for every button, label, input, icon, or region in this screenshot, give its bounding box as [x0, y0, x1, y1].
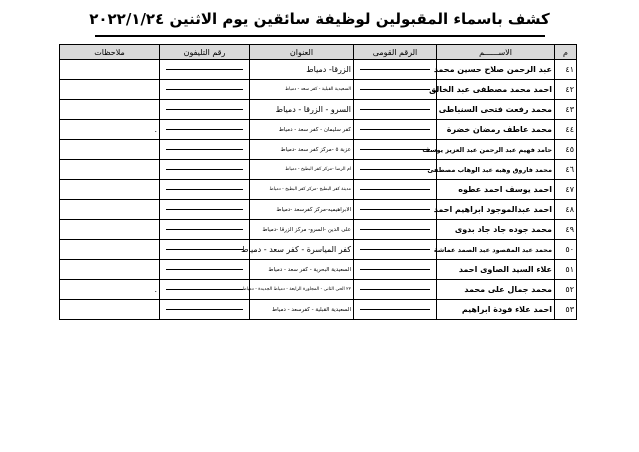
phone-mark: .	[154, 285, 157, 294]
national-id-cell	[354, 280, 437, 300]
table-row	[60, 220, 577, 240]
phone-cell	[160, 200, 250, 220]
phone-cell	[160, 120, 250, 140]
applicant-name: محمد عبد المقصود عبد الصمد عماشة	[437, 240, 555, 260]
address-cell: الابراهيميه-مركز كفرسعد -دمياط	[250, 200, 354, 220]
phone-cell	[160, 160, 250, 180]
national-id-cell	[354, 240, 437, 260]
phone-cell	[160, 100, 250, 120]
national-id-cell	[354, 80, 437, 100]
address-cell: السعيدية القبلية - كفرسعد - دمياط	[250, 300, 354, 320]
table-row	[60, 280, 577, 300]
address-cell: السعيدية البحرية - كفر سعد - دمياط	[250, 260, 354, 280]
national-id-cell	[354, 160, 437, 180]
notes-cell	[60, 300, 160, 320]
row-number: ٥٠	[555, 240, 577, 260]
national-id-cell	[354, 260, 437, 280]
applicant-name: محمد رفعت فتحى السنباطى	[437, 100, 555, 120]
table-row	[60, 260, 577, 280]
phone-cell	[160, 140, 250, 160]
phone-cell	[160, 280, 250, 300]
applicant-name: حامد فهيم عبد الرحمن عبد العزيز يوسف	[437, 140, 555, 160]
national-id-cell	[354, 100, 437, 120]
applicant-name: محمد عاطف رمضان خضرة	[437, 120, 555, 140]
table-row	[60, 80, 577, 100]
notes-cell	[60, 240, 160, 260]
row-number: ٤٢	[555, 80, 577, 100]
phone-cell	[160, 180, 250, 200]
row-number: ٥١	[555, 260, 577, 280]
row-number: ٤٩	[555, 220, 577, 240]
notes-cell	[60, 60, 160, 80]
header-address: العنوان	[250, 45, 354, 60]
address-cell: كفر المياسرة - كفر سعد - دمياط	[250, 240, 354, 260]
national-id-cell	[354, 60, 437, 80]
row-number: ٥٣	[555, 300, 577, 320]
header-national-id: الرقم القومى	[354, 45, 437, 60]
notes-cell	[60, 260, 160, 280]
table-header-row	[60, 45, 577, 60]
row-number: ٤٧	[555, 180, 577, 200]
notes-cell	[60, 140, 160, 160]
applicants-table	[59, 44, 577, 320]
table-row	[60, 240, 577, 260]
phone-cell	[160, 80, 250, 100]
notes-cell	[60, 160, 160, 180]
address-cell: ام الرضا -مركز كفر البطيخ - دمياط	[250, 160, 354, 180]
phone-cell	[160, 60, 250, 80]
applicant-name: عبد الرحمن صلاح حسين محمد	[437, 60, 555, 80]
notes-cell	[60, 100, 160, 120]
header-notes: ملاحظات	[60, 45, 160, 60]
national-id-cell	[354, 120, 437, 140]
page-title: كشف باسماء المقبولين لوظيفة سائقين يوم الاثنين ٢٠٢٢/١/٢٤	[89, 10, 550, 28]
row-number: ٤٤	[555, 120, 577, 140]
address-cell: ٢٢ الحى الثانى - المجاورة الرابعة - دمياط الجديدة - دمياط	[250, 280, 354, 300]
national-id-cell	[354, 180, 437, 200]
applicant-name: احمد محمد مصطفى عبد الخالق	[437, 80, 555, 100]
applicant-name: محمد فاروق وهبه عبد الوهاب مصطفى	[437, 160, 555, 180]
row-number: ٥٢	[555, 280, 577, 300]
table-row	[60, 180, 577, 200]
national-id-cell	[354, 300, 437, 320]
notes-cell	[60, 280, 160, 300]
phone-cell	[160, 220, 250, 240]
notes-cell	[60, 220, 160, 240]
applicant-name: علاء السيد الصاوى احمد	[437, 260, 555, 280]
notes-cell	[60, 120, 160, 140]
table-row	[60, 200, 577, 220]
header-num: م	[555, 45, 577, 60]
row-number: ٤٨	[555, 200, 577, 220]
title-underline	[95, 35, 545, 37]
header-name: الاســــــم	[437, 45, 555, 60]
notes-cell	[60, 80, 160, 100]
applicant-name: احمد عبدالموجود ابراهيم احمد	[437, 200, 555, 220]
address-cell: كفر سليمان - كفر سعد - دمياط	[250, 120, 354, 140]
address-cell: على الدين -السرو- مركز الزرقا -دمياط	[250, 220, 354, 240]
table-row	[60, 120, 577, 140]
row-number: ٤٣	[555, 100, 577, 120]
address-cell: الزرقا- دمياط	[250, 60, 354, 80]
table-row	[60, 140, 577, 160]
applicant-name: احمد علاء فودة ابراهيم	[437, 300, 555, 320]
phone-cell	[160, 260, 250, 280]
table-row	[60, 160, 577, 180]
applicant-name: محمد جوده جاد جاد بدوى	[437, 220, 555, 240]
address-cell: السرو - الزرقا - دمياط	[250, 100, 354, 120]
row-number: ٤٦	[555, 160, 577, 180]
phone-cell	[160, 300, 250, 320]
national-id-cell	[354, 220, 437, 240]
table-row	[60, 100, 577, 120]
address-cell: مدينة كفر البطيخ -مركز كفر البطيخ - دمياط	[250, 180, 354, 200]
address-cell: السعيدية القبلية - كفر سعد - دمياط	[250, 80, 354, 100]
phone-cell	[160, 240, 250, 260]
row-number: ٤٥	[555, 140, 577, 160]
notes-cell	[60, 200, 160, 220]
header-phone: رقم التليفون	[160, 45, 250, 60]
applicant-name: احمد يوسف احمد عطوه	[437, 180, 555, 200]
table-row	[60, 60, 577, 80]
phone-mark: .	[154, 125, 157, 134]
notes-cell	[60, 180, 160, 200]
table-row	[60, 300, 577, 320]
address-cell: عزبة ٥ -مركز كفر سعد -دمياط	[250, 140, 354, 160]
applicant-name: محمد جمال على محمد	[437, 280, 555, 300]
row-number: ٤١	[555, 60, 577, 80]
national-id-cell	[354, 200, 437, 220]
